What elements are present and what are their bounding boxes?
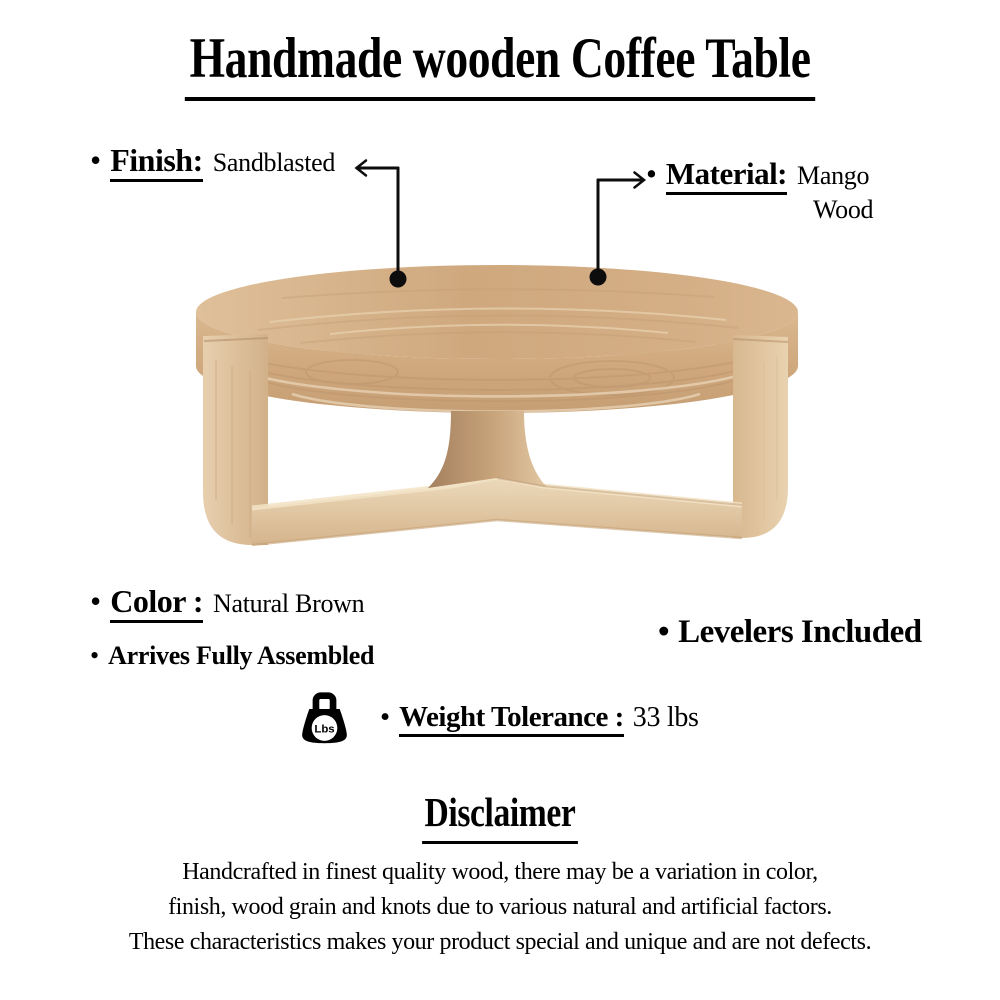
disclaimer-paragraph: [50, 855, 950, 960]
color-bullet: •: [90, 583, 102, 619]
disclaimer-line-1: Handcrafted in finest quality wood, there may be a variation in color,: [182, 859, 818, 885]
assembled-bullet: •: [90, 641, 100, 670]
disclaimer-line-3: These characteristics makes your product special and unique and are not defects.: [128, 929, 872, 955]
finish-label: Finish:: [110, 142, 203, 182]
material-callout: [646, 156, 873, 225]
levelers-feature: [658, 614, 922, 651]
assembled-text: Arrives Fully Assembled: [108, 641, 375, 670]
disclaimer-heading-block: [0, 788, 1000, 844]
weight-bullet: •: [380, 701, 391, 733]
disclaimer-heading: Disclaimer: [422, 788, 578, 844]
finish-bullet: •: [90, 142, 102, 178]
color-value: Natural Brown: [212, 589, 365, 618]
finish-value: Sandblasted: [212, 148, 336, 177]
material-line1: [646, 156, 873, 192]
weight-feature: [380, 701, 699, 734]
page-title: Handmade wooden Coffee Table: [185, 28, 816, 101]
material-value-line1: Mango: [797, 161, 870, 190]
material-bullet: •: [646, 156, 657, 191]
material-label: Material:: [666, 156, 787, 195]
table-base: [196, 265, 798, 545]
finish-callout: [90, 142, 335, 179]
levelers-bullet: •: [658, 614, 670, 650]
weight-icon-label: Lbs: [314, 723, 335, 736]
assembled-feature: [90, 641, 374, 671]
weight-label: Weight Tolerance :: [399, 701, 624, 737]
color-label: Color :: [110, 583, 203, 623]
finish-callout-line: [357, 161, 407, 288]
color-feature: [90, 583, 364, 620]
material-callout-line: [590, 173, 645, 286]
levelers-text: Levelers Included: [678, 614, 922, 650]
title-block: [0, 28, 1000, 101]
disclaimer-line-2: finish, wood grain and knots due to various natural and artificial factors.: [168, 894, 832, 920]
kettlebell-weight-icon: [296, 690, 353, 747]
weight-value: 33 lbs: [632, 702, 699, 733]
material-value-line2: Wood: [813, 195, 874, 224]
